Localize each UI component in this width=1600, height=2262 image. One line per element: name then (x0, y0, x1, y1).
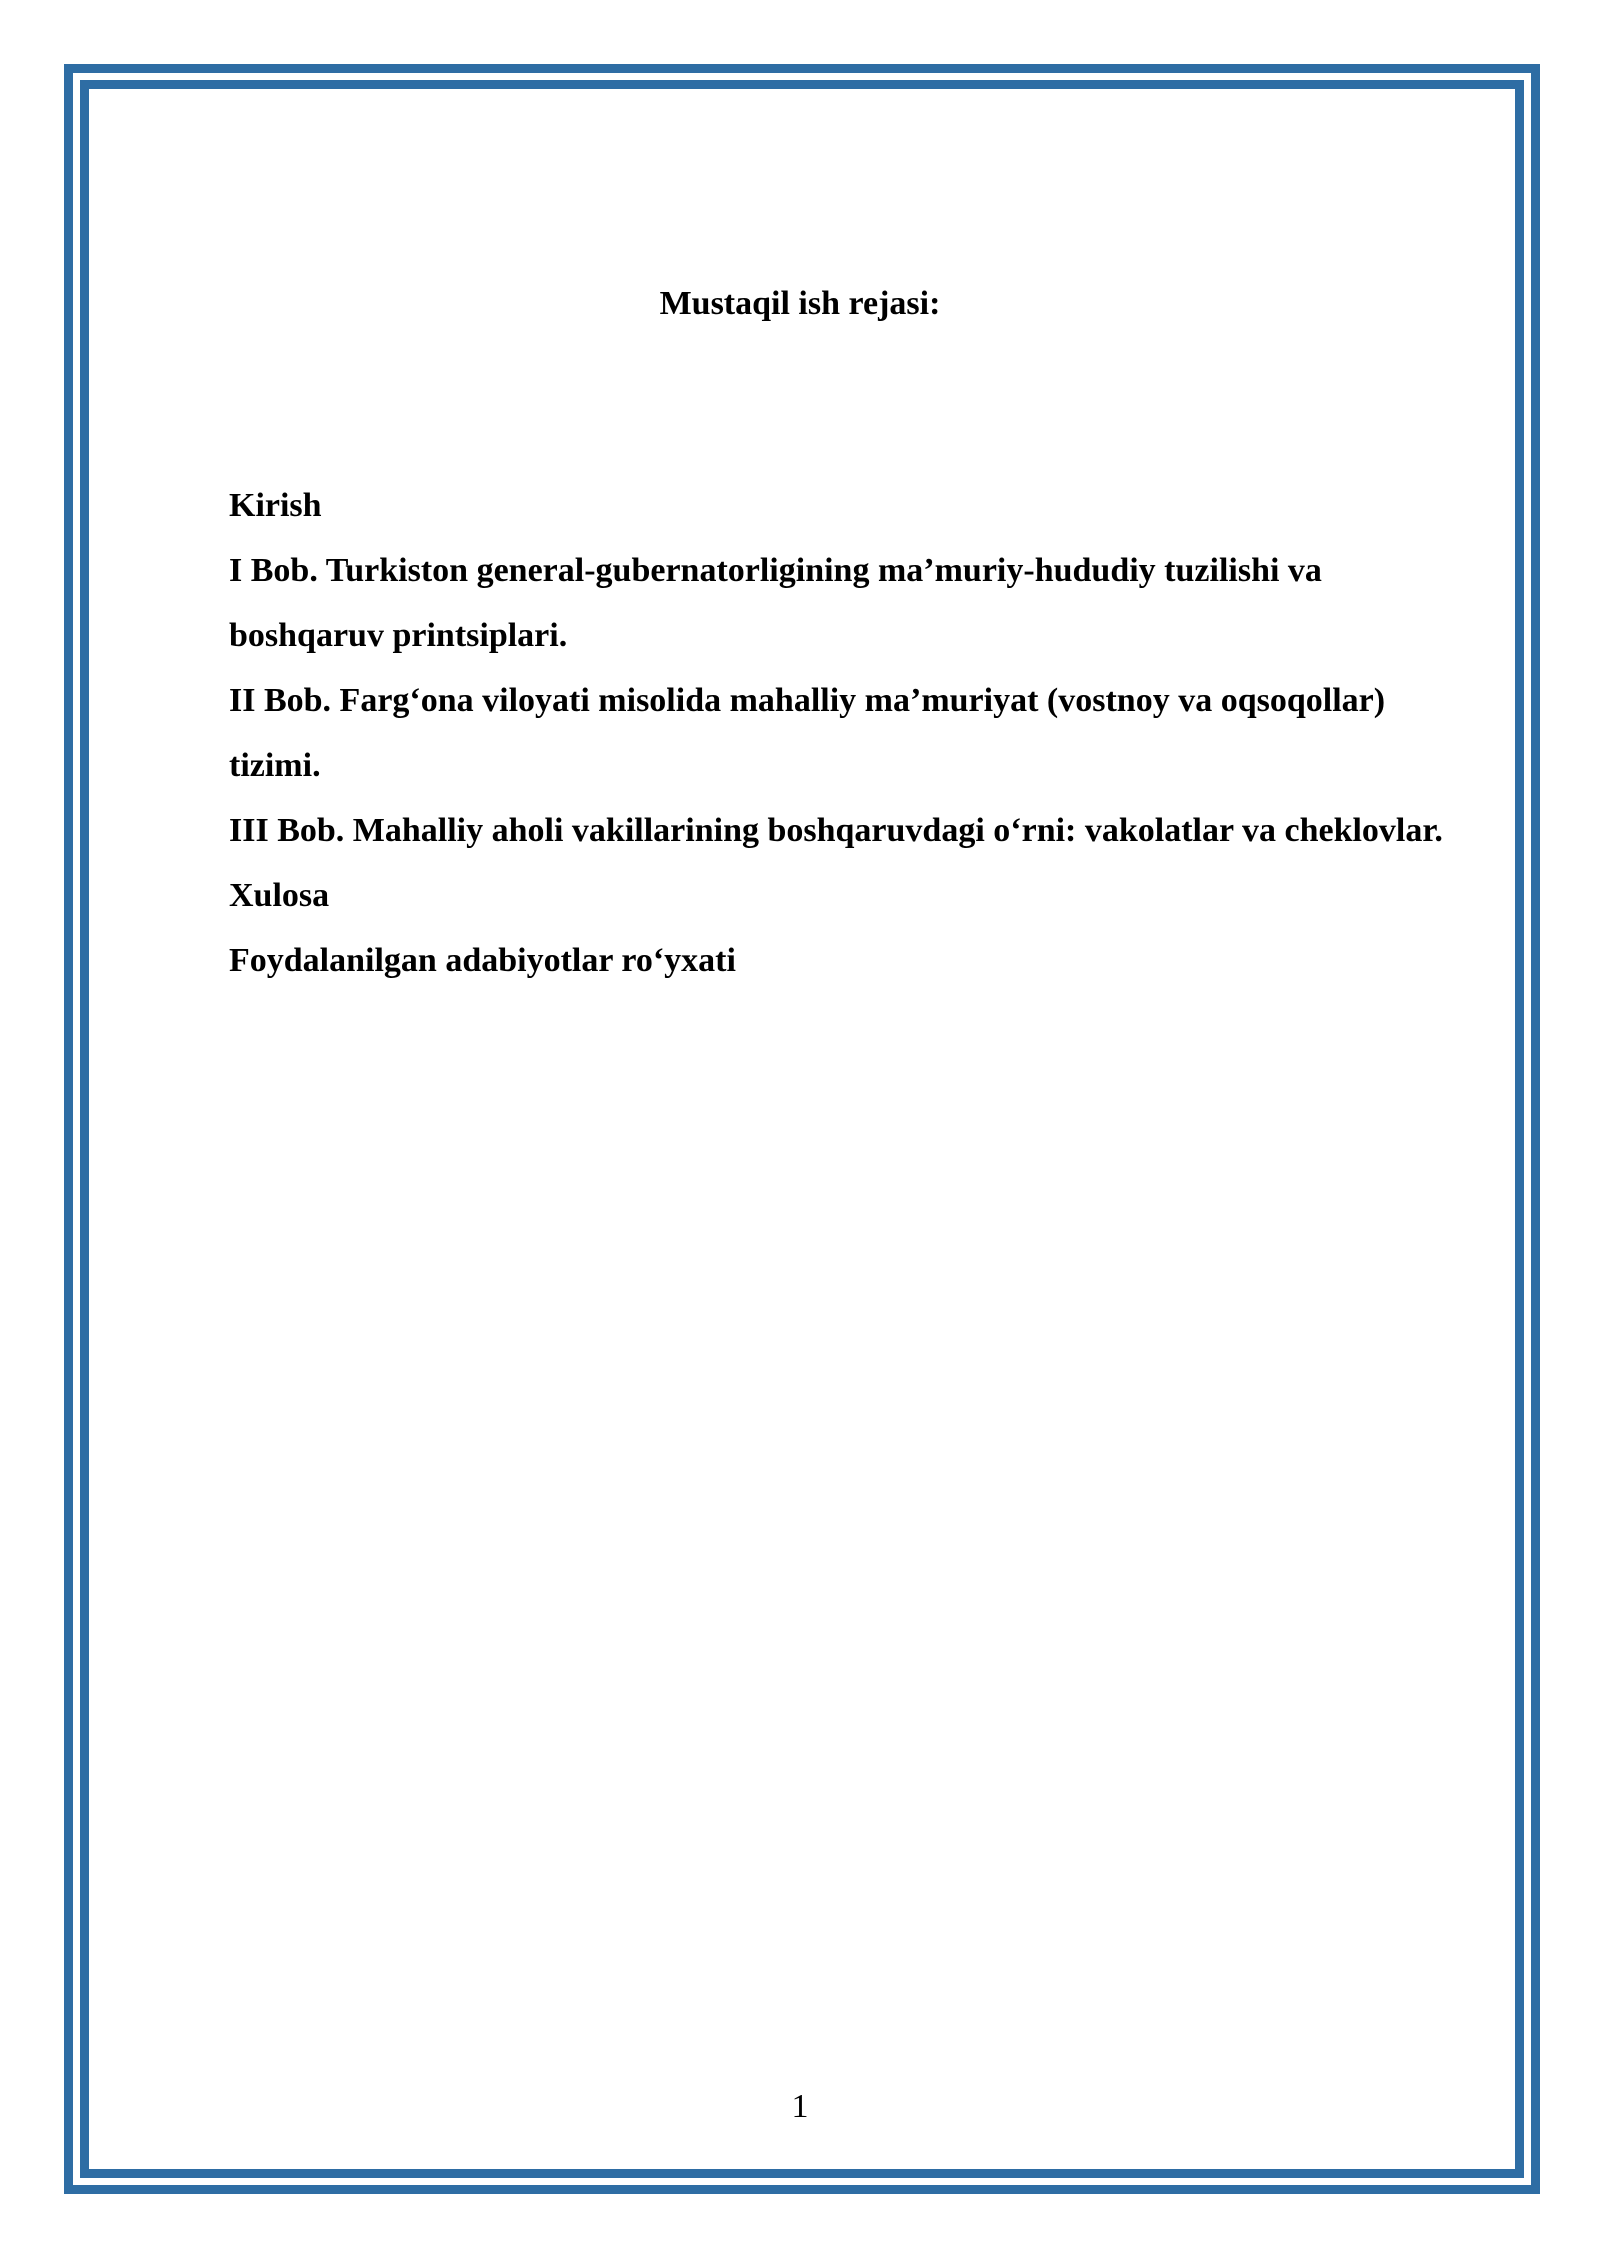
toc-item: III Bob. Mahalliy aholi vakillarining boshqaruvdagi o‘rni: vakolatlar va cheklovlar. (229, 812, 1443, 849)
toc-item: I Bob. Turkiston general-gubernatorligining ma’muriy-hududiy tuzilishi va boshqaruv printsiplari. (229, 552, 1322, 654)
table-of-contents (229, 473, 1459, 993)
page-number: 1 (791, 2088, 809, 2125)
toc-item: Foydalanilgan adabiyotlar ro‘yxati (229, 942, 736, 979)
page-border-inner (80, 80, 1524, 2178)
toc-item: Xulosa (229, 877, 330, 914)
toc-item: Kirish (229, 487, 322, 524)
toc-item: II Bob. Farg‘ona viloyati misolida mahalliy ma’muriyat (vostnoy va oqsoqollar) tizimi. (229, 682, 1386, 784)
page-title: Mustaqil ish rejasi: (659, 285, 941, 322)
